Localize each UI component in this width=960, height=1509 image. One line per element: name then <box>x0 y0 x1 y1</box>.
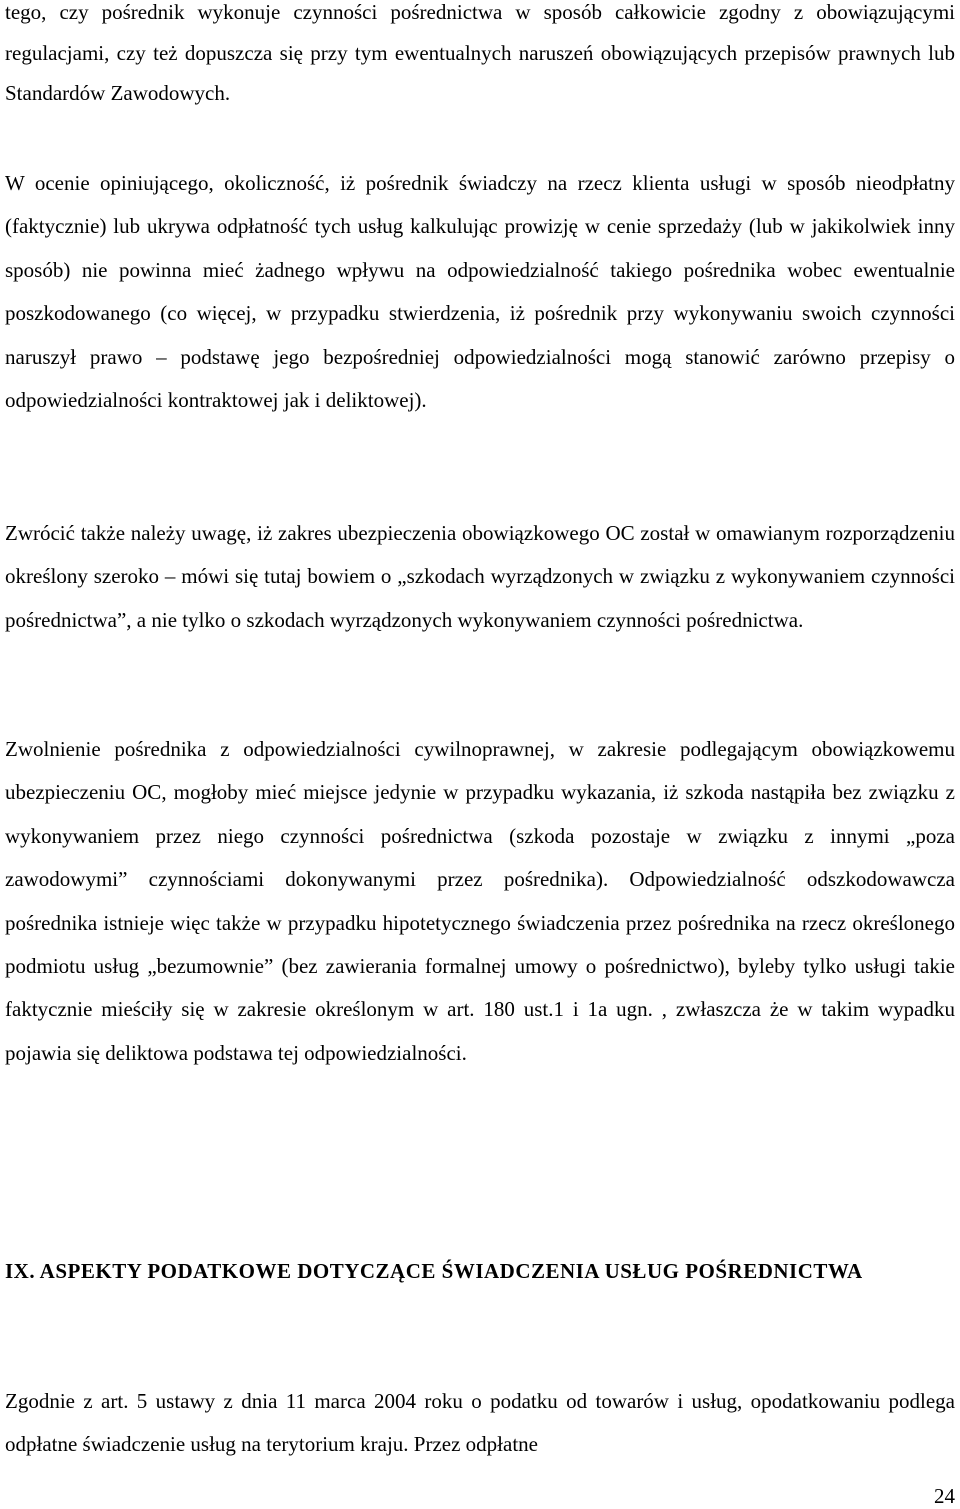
paragraph-tax-act: Zgodnie z art. 5 ustawy z dnia 11 marca 2004 roku o podatku od towarów i usług, opodatkowaniu podlega odpłatne świadczenie usług na terytorium kraju. Przez odpłatne <box>5 1389 955 1457</box>
paragraph-liability-exemption: Zwolnienie pośrednika z odpowiedzialności cywilnoprawnej, w zakresie podlegającym obowiązkowemu ubezpieczeniu OC, mogłoby mieć miejsce jedynie w przypadku wykazania, iż szkoda nastąpiła bez związku z wykonywaniem przez niego czynności pośrednictwa (szkoda pozostaje w związku z innymi „poza zawodowymi” czynnościami dokonywanymi przez pośrednika). Odpowiedzialność odszkodowawcza pośrednika istnieje więc także w przypadku hipotetycznego świadczenia przez pośrednika na rzecz określonego podmiotu usług „bezumownie” (bez zawierania formalnej umowy o pośrednictwo), byleby tylko usługi takie faktycznie mieściły się w zakresie określonym w art. 180 ust.1 i 1a ugn. , zwłaszcza że w takim wypadku pojawia się deliktowa podstawa tej odpowiedzialności. <box>5 737 955 1065</box>
paragraph-intermediary-compliance: tego, czy pośrednik wykonuje czynności pośrednictwa w sposób całkowicie zgodny z obowiązującymi regulacjami, czy też dopuszcza się przy tym ewentualnych naruszeń obowiązujących przepisów prawnych lub Standardów Zawodowych. <box>5 0 955 105</box>
paragraph-insurance-scope: Zwrócić także należy uwagę, iż zakres ubezpieczenia obowiązkowego OC został w omawianym rozporządzeniu określony szeroko – mówi się tutaj bowiem o „szkodach wyrządzonych w związku z wykonywaniem czynności pośrednictwa”, a nie tylko o szkodach wyrządzonych wykonywaniem czynności pośrednictwa. <box>5 521 955 632</box>
page-number: 24 <box>934 1484 955 1508</box>
section-heading: IX. ASPEKTY PODATKOWE DOTYCZĄCE ŚWIADCZENIA USŁUG POŚREDNICTWA <box>5 1259 863 1283</box>
paragraph-opinion-unpaid-services: W ocenie opiniującego, okoliczność, iż pośrednik świadczy na rzecz klienta usługi w sposób nieodpłatny (faktycznie) lub ukrywa odpłatność tych usług kalkulując prowizję w cenie sprzedaży (lub w jakikolwiek inny sposób) nie powinna mieć żadnego wpływu na odpowiedzialność takiego pośrednika wobec ewentualnie poszkodowanego (co więcej, w przypadku stwierdzenia, iż pośrednik przy wykonywaniu swoich czynności naruszył prawo – podstawę jego bezpośredniej odpowiedzialności mogą stanowić zarówno przepisy o odpowiedzialności kontraktowej jak i deliktowej). <box>5 171 955 413</box>
